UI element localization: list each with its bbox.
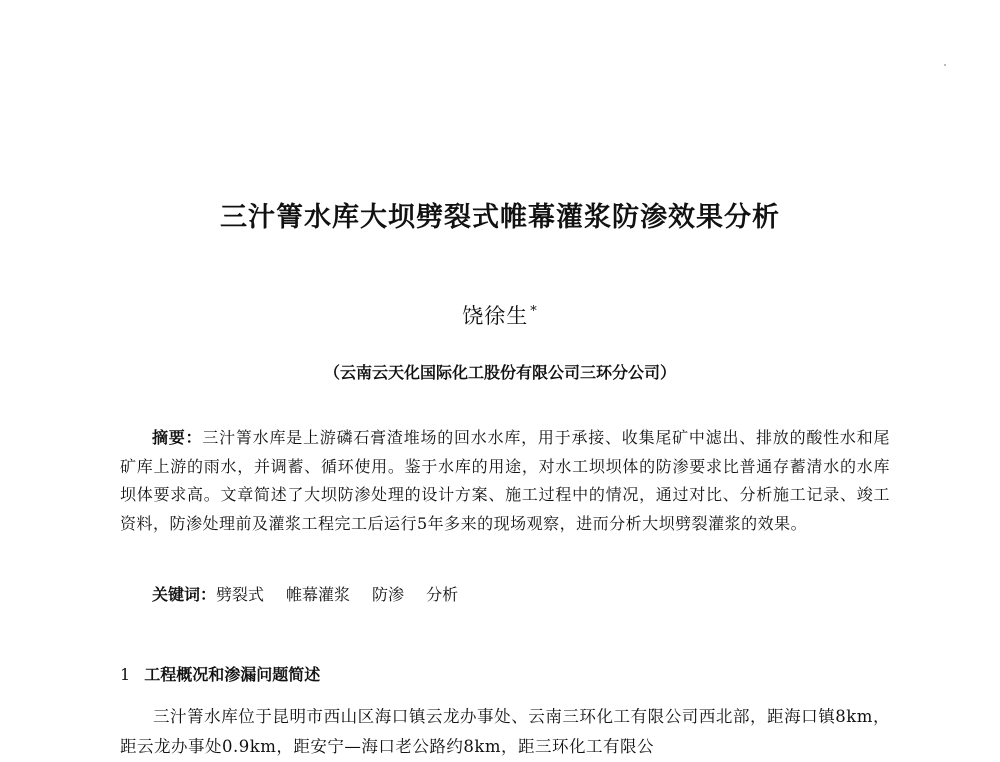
scan-speck [944, 64, 946, 66]
abstract-label: 摘要： [152, 428, 203, 447]
section-title: 工程概况和渗漏问题简述 [144, 665, 321, 684]
keyword-item: 分析 [426, 585, 459, 604]
keyword-item: 劈裂式 [216, 585, 265, 604]
paper-title: 三汁箐水库大坝劈裂式帷幕灌浆防渗效果分析 [220, 202, 780, 233]
abstract [120, 424, 890, 538]
section-number: 1 [120, 665, 131, 684]
author-name: 饶徐生 [462, 304, 529, 328]
abstract-text: 三汁箐水库是上游磷石膏渣堆场的回水水库，用于承接、收集尾矿中滤出、排放的酸性水和尾矿库上游的雨水，并调蓄、循环使用。鉴于水库的用途，对水工坝坝体的防渗要求比普通存蓄清水的水库坝体要求高。文章简述了大坝防渗处理的设计方案、施工过程中的情况，通过对比、分析施工记录、竣工资料，防渗处理前及灌浆工程完工后运行5年多来的现场观察，进而分析大坝劈裂灌浆的效果。 [120, 428, 890, 533]
author-footnote-mark: * [530, 304, 538, 319]
keywords [152, 581, 480, 609]
author-line [0, 296, 1000, 332]
section-heading [120, 662, 320, 688]
section-body-paragraph: 三汁箐水库位于昆明市西山区海口镇云龙办事处、云南三环化工有限公司西北部，距海口镇8km，距云龙办事处0.9km，距安宁—海口老公路约8km，距三环化工有限公 [120, 707, 890, 756]
affiliation: （云南云天化国际化工股份有限公司三环分公司） [323, 363, 676, 382]
keywords-label: 关键词： [152, 585, 217, 604]
keyword-item: 帷幕灌浆 [286, 585, 351, 604]
keyword-item: 防渗 [372, 585, 405, 604]
